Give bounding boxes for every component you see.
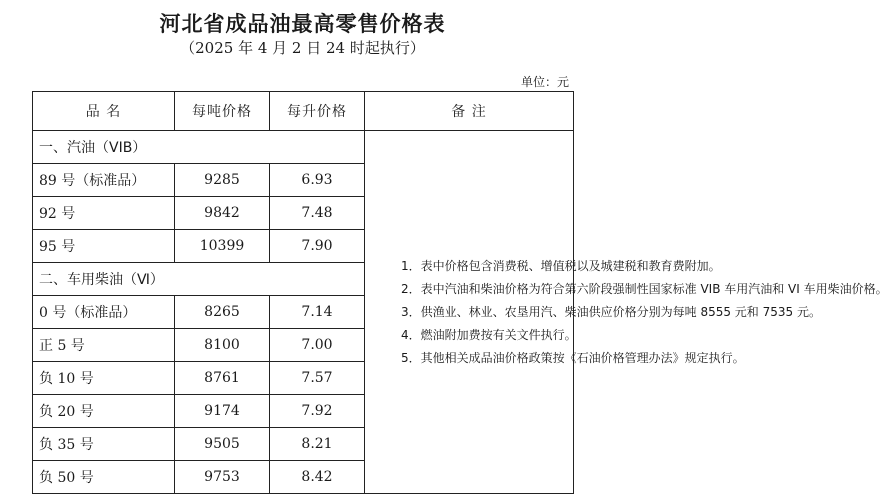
page-title: 河北省成品油最高零售价格表 — [159, 11, 446, 36]
table-header-row — [33, 92, 574, 131]
note-item: 3．供渔业、林业、农垦用汽、柴油供应价格分别为每吨 8555 元和 7535 元。 — [401, 304, 821, 319]
section-title-gasoline: 一、汽油（VIB） — [33, 131, 365, 164]
unit-label: 单位：元 — [520, 75, 569, 89]
note-item: 4．燃油附加费按有关文件执行。 — [401, 327, 577, 342]
per-liter-price: 7.48 — [270, 197, 365, 230]
per-ton-price: 9842 — [175, 197, 270, 230]
product-name: 正 5 号 — [33, 329, 175, 362]
per-ton-price: 10399 — [175, 230, 270, 263]
notes-cell — [365, 131, 888, 494]
per-ton-price: 8265 — [175, 296, 270, 329]
per-ton-price: 8761 — [175, 362, 270, 395]
effective-date-subtitle: （2025 年 4 月 2 日 24 时起执行） — [180, 39, 425, 57]
per-liter-price: 8.42 — [270, 461, 365, 494]
header-notes: 备 注 — [365, 92, 574, 131]
product-name: 89 号（标准品） — [33, 164, 175, 197]
per-liter-price: 7.14 — [270, 296, 365, 329]
per-ton-price: 9285 — [175, 164, 270, 197]
header-product-name: 品 名 — [33, 92, 175, 131]
note-item: 2．表中汽油和柴油价格为符合第六阶段强制性国家标准 VIB 车用汽油和 VI 车用柴油价格。 — [401, 281, 888, 296]
per-liter-price: 6.93 — [270, 164, 365, 197]
section-row-gasoline — [33, 131, 574, 164]
per-ton-price: 9753 — [175, 461, 270, 494]
header-per-ton-price: 每吨价格 — [175, 92, 270, 131]
note-item: 1．表中价格包含消费税、增值税以及城建税和教育费附加。 — [401, 258, 721, 273]
per-liter-price: 7.57 — [270, 362, 365, 395]
product-name: 负 10 号 — [33, 362, 175, 395]
per-ton-price: 9505 — [175, 428, 270, 461]
per-liter-price: 7.00 — [270, 329, 365, 362]
header-per-liter-price: 每升价格 — [270, 92, 365, 131]
product-name: 负 50 号 — [33, 461, 175, 494]
product-name: 负 35 号 — [33, 428, 175, 461]
section-title-diesel: 二、车用柴油（Ⅵ） — [33, 263, 365, 296]
per-ton-price: 9174 — [175, 395, 270, 428]
per-liter-price: 8.21 — [270, 428, 365, 461]
product-name: 0 号（标准品） — [33, 296, 175, 329]
note-item: 5．其他相关成品油价格政策按《石油价格管理办法》规定执行。 — [401, 350, 745, 365]
product-name: 92 号 — [33, 197, 175, 230]
product-name: 负 20 号 — [33, 395, 175, 428]
product-name: 95 号 — [33, 230, 175, 263]
price-table — [32, 91, 888, 494]
per-liter-price: 7.90 — [270, 230, 365, 263]
per-liter-price: 7.92 — [270, 395, 365, 428]
per-ton-price: 8100 — [175, 329, 270, 362]
